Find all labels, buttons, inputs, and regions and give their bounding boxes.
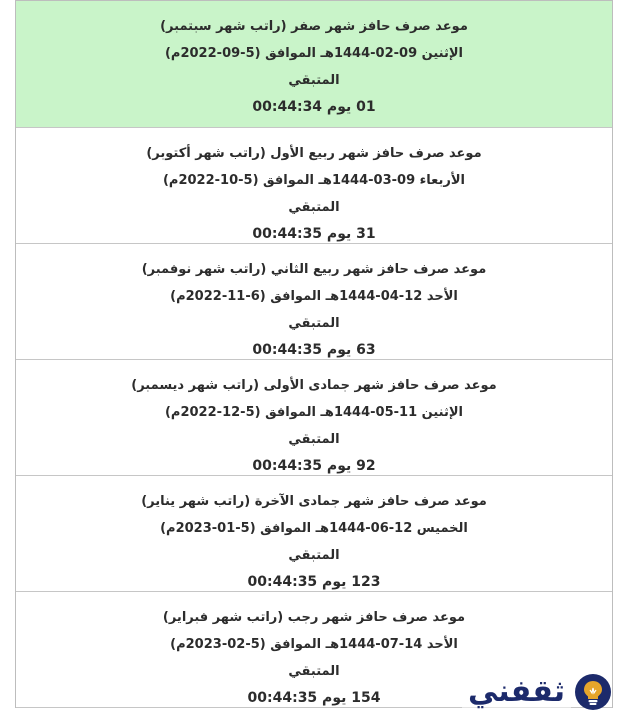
schedule-row-current bbox=[16, 0, 612, 128]
row-countdown: 123 يوم 00:44:35 bbox=[247, 574, 381, 590]
row-countdown: 63 يوم 00:44:35 bbox=[252, 342, 376, 358]
salary-schedule-table bbox=[15, 0, 613, 708]
row-title: موعد صرف حافز شهر جمادى الأولى (راتب شهر ديسمبر) bbox=[131, 378, 497, 393]
row-countdown: 31 يوم 00:44:35 bbox=[252, 226, 376, 242]
row-title: موعد صرف حافز شهر ربيع الثاني (راتب شهر نوفمبر) bbox=[141, 262, 487, 277]
schedule-row bbox=[16, 360, 612, 476]
row-remaining-label: المتبقي bbox=[288, 664, 340, 679]
row-remaining-label: المتبقي bbox=[288, 316, 340, 331]
row-date: الأربعاء 09-03-1444هـ الموافق (5-10-2022م) bbox=[162, 173, 466, 188]
row-countdown: 01 يوم 00:44:34 bbox=[252, 99, 376, 115]
schedule-row bbox=[16, 244, 612, 360]
row-countdown: 92 يوم 00:44:35 bbox=[252, 458, 376, 474]
logo-text: ثقفني bbox=[462, 670, 571, 714]
row-countdown: 154 يوم 00:44:35 bbox=[247, 690, 381, 706]
row-remaining-label: المتبقي bbox=[288, 73, 340, 88]
row-title: موعد صرف حافز شهر ربيع الأول (راتب شهر أكتوبر) bbox=[146, 146, 482, 161]
lightbulb-icon bbox=[573, 672, 613, 712]
row-remaining-label: المتبقي bbox=[288, 548, 340, 563]
row-date: الأحد 14-07-1444هـ الموافق (5-02-2023م) bbox=[170, 637, 458, 652]
row-title: موعد صرف حافز شهر رجب (راتب شهر فبراير) bbox=[162, 610, 466, 625]
row-date: الإثنين 09-02-1444هـ الموافق (5-09-2022م) bbox=[164, 46, 463, 61]
row-title: موعد صرف حافز شهر جمادى الآخرة (راتب شهر يناير) bbox=[141, 494, 487, 509]
schedule-row bbox=[16, 476, 612, 592]
site-logo bbox=[462, 670, 613, 714]
row-date: الخميس 12-06-1444هـ الموافق (5-01-2023م) bbox=[160, 521, 468, 536]
row-remaining-label: المتبقي bbox=[288, 432, 340, 447]
row-date: الإثنين 11-05-1444هـ الموافق (5-12-2022م) bbox=[164, 405, 463, 420]
row-remaining-label: المتبقي bbox=[288, 200, 340, 215]
row-title: موعد صرف حافز شهر صفر (راتب شهر سبتمبر) bbox=[160, 19, 468, 34]
schedule-row bbox=[16, 128, 612, 244]
row-date: الأحد 12-04-1444هـ الموافق (6-11-2022م) bbox=[170, 289, 458, 304]
